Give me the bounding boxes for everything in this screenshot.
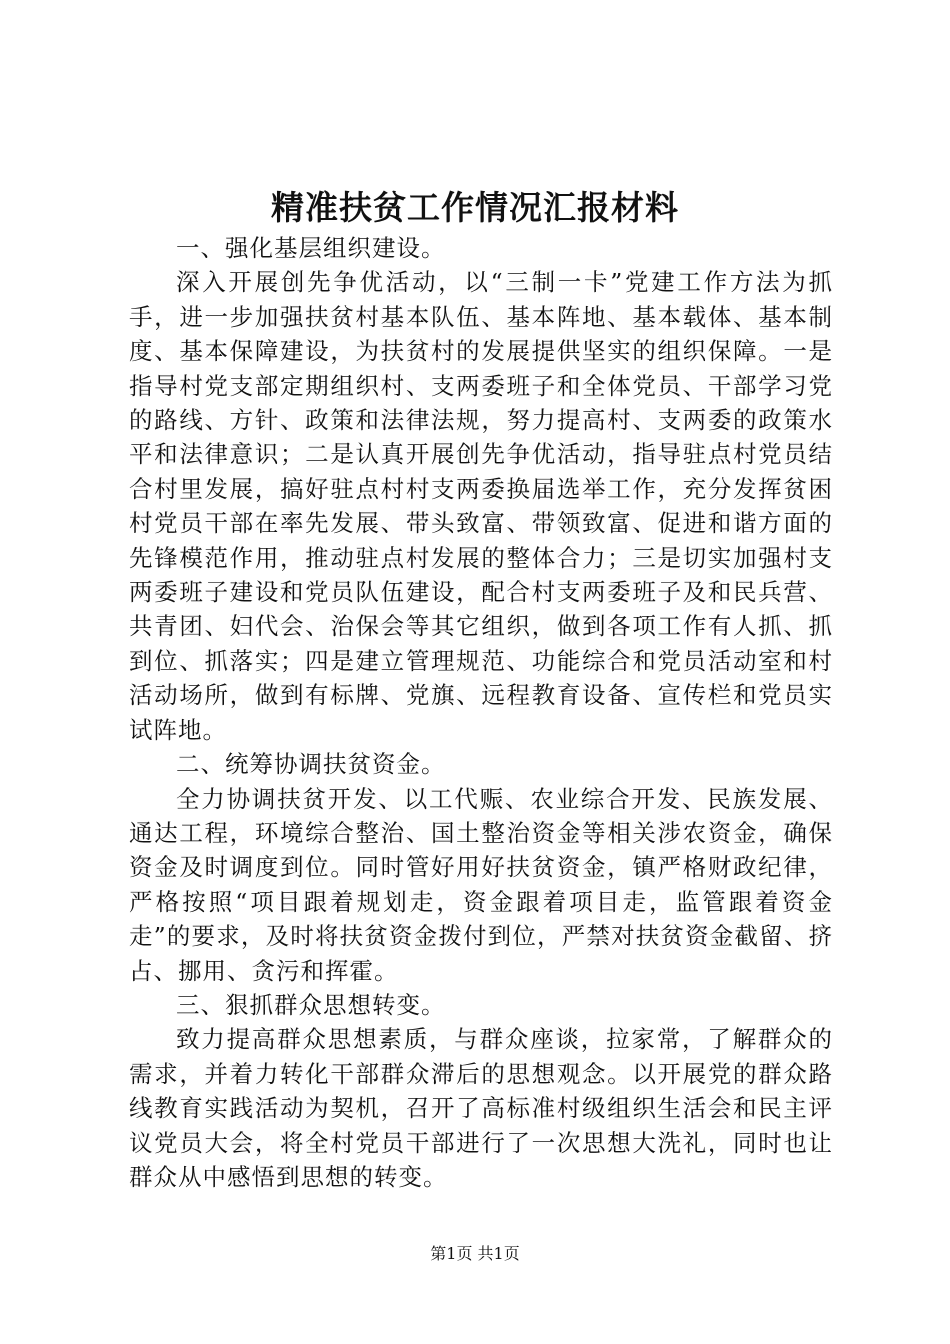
page-footer: 第1页 共1页 [430,1244,520,1263]
section-heading-3: 三、狠抓群众思想转变。 [176,990,446,1019]
document-title: 精准扶贫工作情况汇报材料 [271,188,679,227]
body-paragraph-3: 致力提高群众思想素质，与群众座谈，拉家常，了解群众的需求，并着力转化干部群众滞后的思想观念。以开展党的群众路线教育实践活动为契机，召开了高标准村级组织生活会和民主评议党员大会，将全村党员干部进行了一次思想大洗礼，同时也让群众从中感悟到思想的转变。 [129,1025,833,1191]
section-heading-1: 一、强化基层组织建设。 [176,234,446,262]
document-body [129,231,833,1194]
section-heading-2: 二、统筹协调扶贫资金。 [176,750,446,779]
body-paragraph-2: 全力协调扶贫开发、以工代赈、农业综合开发、民族发展、通达工程，环境综合整治、国土整治资金等相关涉农资金，确保资金及时调度到位。同时管好用好扶贫资金，镇严格财政纪律，严格按照“项目跟着规划走，资金跟着项目走，监管跟着资金走”的要求，及时将扶贫资金拨付到位，严禁对扶贫资金截留、挤占、挪用、贪污和挥霍。 [129,784,833,985]
body-paragraph-1: 深入开展创先争优活动，以“三制一卡”党建工作方法为抓手，进一步加强扶贫村基本队伍、基本阵地、基本载体、基本制度、基本保障建设，为扶贫村的发展提供坚实的组织保障。一是指导村党支部定期组织村、支两委班子和全体党员、干部学习党的路线、方针、政策和法律法规，努力提高村、支两委的政策水平和法律意识；二是认真开展创先争优活动，指导驻点村党员结合村里发展，搞好驻点村村支两委换届选举工作，充分发挥贫困村党员干部在率先发展、带头致富、带领致富、促进和谐方面的先锋模范作用，推动驻点村发展的整体合力；三是切实加强村支两委班子建设和党员队伍建设，配合村支两委班子及和民兵营、共青团、妇代会、治保会等其它组织，做到各项工作有人抓、抓到位、抓落实；四是建立管理规范、功能综合和党员活动室和村活动场所，做到有标牌、党旗、远程教育设备、宣传栏和党员实试阵地。 [129,268,833,744]
